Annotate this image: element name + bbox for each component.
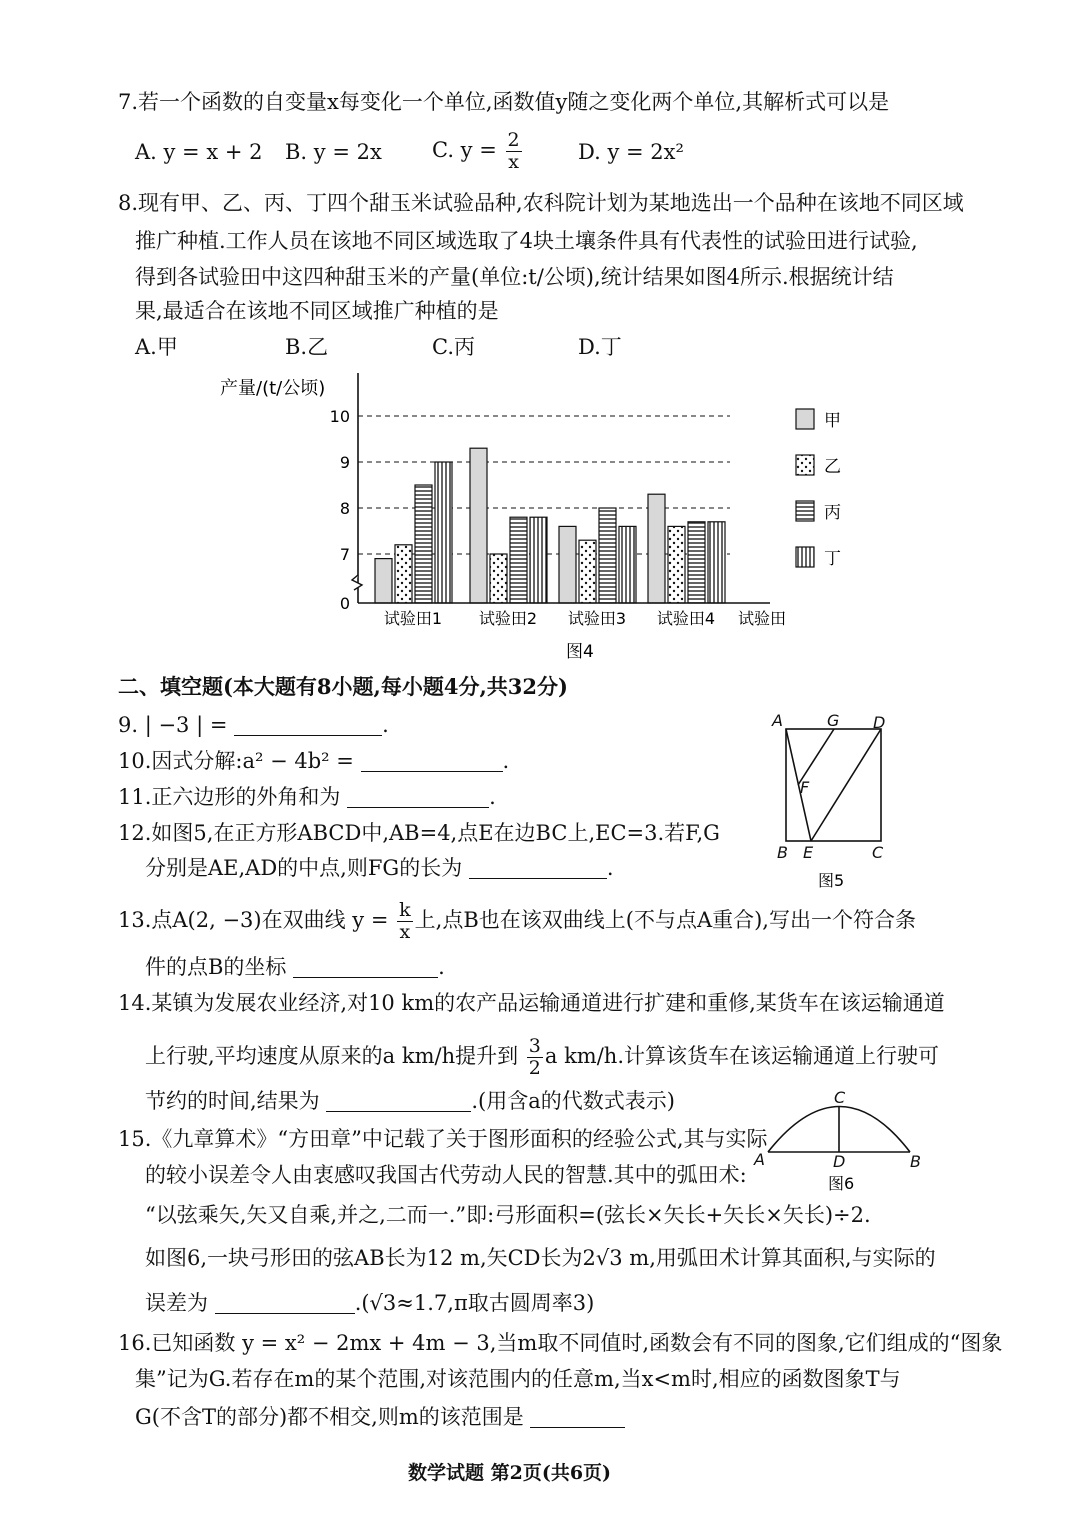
- q7-option-d: D. y = 2x²: [578, 140, 684, 164]
- q15-line-2: 的较小误差令人由衷感叹我国古代劳动人民的智慧.其中的弧田术:: [145, 1163, 747, 1187]
- chart-bar: [648, 494, 665, 603]
- q14-fraction: [527, 1037, 543, 1078]
- q13-text-a: 13.点A(2, −3)在双曲线 y =: [118, 908, 389, 932]
- page-footer: 数学试题 第2页(共6页): [408, 1462, 612, 1484]
- chart-legend-label: 丁: [824, 549, 841, 569]
- q15-line-4: 如图6,一块弓形田的弦AB长为12 m,矢CD长为2√3 m,用弧田术计算其面积,与实际的: [145, 1246, 936, 1270]
- q16-line-3-text: G(不含T的部分)都不相交,则m的该范围是: [135, 1405, 524, 1429]
- q15-answer-blank[interactable]: [215, 1291, 355, 1314]
- q8-line-4: 果,最适合在该地不同区域推广种植的是: [135, 299, 499, 323]
- chart-bar: [708, 522, 725, 603]
- q9: [118, 710, 389, 740]
- chart-bar: [510, 517, 527, 603]
- q15-line-5-end: .(√3≈1.7,π取古圆周率3): [354, 1291, 595, 1315]
- q7-stem: 7.若一个函数的自变量x每变化一个单位,函数值y随之变化两个单位,其解析式可以是: [118, 90, 890, 114]
- q11-answer-blank[interactable]: [347, 785, 489, 808]
- chart-x-axis-label: 试验田: [737, 609, 787, 628]
- q14-denominator: 2: [528, 1057, 541, 1079]
- chart-y-tick-label: 0: [339, 594, 350, 613]
- chart-x-tick-label: 试验田2: [478, 609, 538, 628]
- q10-end: .: [502, 749, 510, 773]
- q15-line-5-text: 误差为: [145, 1291, 208, 1315]
- q7-option-c: [432, 131, 524, 172]
- q14-line-2: [145, 1037, 939, 1078]
- q12-line-1: 12.如图5,在正方形ABCD中,AB=4,点E在边BC上,EC=3.若F,G: [118, 821, 720, 845]
- chart-bar: [688, 522, 705, 603]
- q11: [118, 782, 496, 812]
- q9-text: 9. | −3 | =: [118, 713, 228, 737]
- chart-bar: [490, 554, 507, 603]
- q8-line-1: 8.现有甲、乙、丙、丁四个甜玉米试验品种,农科院计划为某地选出一个品种在该地不同区域: [118, 191, 964, 215]
- q8-option-c: C.丙: [432, 335, 475, 359]
- fig5-label-f: F: [800, 778, 810, 797]
- q15-line-1: 15.《九章算术》“方田章”中记载了关于图形面积的经验公式,其与实际: [118, 1127, 768, 1151]
- chart-legend-swatch: [796, 547, 814, 567]
- q7-option-c-prefix: C. y =: [432, 138, 497, 162]
- fig5-caption: 图5: [818, 871, 845, 890]
- chart-y-tick-label: 10: [329, 407, 350, 426]
- q12-line-2: [145, 853, 614, 883]
- q16-line-2: 集”记为G.若存在m的某个范围,对该范围内的任意m,当x<m时,相应的函数图象T与: [135, 1367, 901, 1391]
- chart-bar: [579, 540, 596, 603]
- fig5-label-g: G: [827, 711, 840, 730]
- chart-x-tick-label: 试验田4: [656, 609, 716, 628]
- chart-bar: [599, 508, 616, 603]
- q11-end: .: [489, 785, 496, 809]
- chart-bar: [668, 526, 685, 603]
- q13-text-b: 上,点B也在该双曲线上(不与点A重合),写出一个符合条: [414, 908, 916, 932]
- chart-bar: [395, 545, 412, 603]
- q8-line-2: 推广种植.工作人员在该地不同区域选取了4块土壤条件具有代表性的试验田进行试验,: [135, 229, 918, 253]
- chart-bar: [530, 517, 547, 603]
- q8-line-3: 得到各试验田中这四种甜玉米的产量(单位:t/公顷),统计结果如图4所示.根据统计结: [135, 265, 894, 289]
- q16-line-3: [135, 1402, 625, 1432]
- chart-y-tick-label: 8: [339, 499, 350, 518]
- chart-legend-swatch: [796, 501, 814, 521]
- chart-legend-label: 甲: [824, 411, 841, 431]
- chart-legend-label: 丙: [824, 503, 841, 523]
- q14-line-2-text-a: 上行驶,平均速度从原来的a km/h提升到: [145, 1044, 519, 1068]
- chart-legend-label: 乙: [824, 457, 841, 477]
- q15-line-3: “以弦乘矢,矢又自乘,并之,二而一.”即:弓形面积=(弦长×矢长+矢长×矢长)÷2.: [145, 1203, 871, 1227]
- fig5-label-d: D: [873, 713, 886, 732]
- chart-caption: 图4: [566, 642, 594, 662]
- chart-axis-break: [352, 575, 362, 590]
- chart-x-tick-label: 试验田3: [567, 609, 627, 628]
- q16-answer-blank[interactable]: [530, 1405, 625, 1428]
- chart-legend-swatch: [796, 455, 814, 475]
- q7-option-a: A. y = x + 2: [135, 140, 263, 164]
- chart-bar: [470, 448, 487, 603]
- q14-numerator: 3: [528, 1035, 541, 1057]
- q15-line-5: [145, 1288, 594, 1318]
- chart-y-tick-label: 9: [339, 453, 350, 472]
- q7-c-denominator: x: [508, 151, 519, 173]
- chart-bar: [375, 559, 392, 603]
- fig5-label-b: B: [777, 843, 788, 862]
- q7-c-numerator: 2: [507, 129, 520, 151]
- q10: [118, 746, 509, 776]
- figure-5-square: [768, 708, 898, 893]
- q9-answer-blank[interactable]: [234, 713, 382, 736]
- fig6-label-a: A: [754, 1150, 765, 1169]
- fig5-label-a: A: [772, 711, 783, 730]
- q14-line-3: [145, 1086, 675, 1116]
- chart-y-axis-label: 产量/(t/公顷): [220, 378, 326, 399]
- q11-text: 11.正六边形的外角和为: [118, 785, 341, 809]
- chart-x-tick-label: 试验田1: [383, 609, 443, 628]
- q16-line-1: 16.已知函数 y = x² − 2mx + 4m − 3,当m取不同值时,函数会有不同的图象,它们组成的“图象: [118, 1331, 1003, 1355]
- fig6-caption: 图6: [828, 1174, 855, 1193]
- figure-6-arc-segment: [750, 1085, 930, 1197]
- fig6-label-b: B: [910, 1152, 921, 1171]
- fig6-label-c: C: [834, 1088, 846, 1107]
- q13-answer-blank[interactable]: [293, 955, 438, 978]
- fig5-label-e: E: [803, 843, 814, 862]
- q13-line-2: [145, 952, 445, 982]
- fig5-label-c: C: [872, 843, 884, 862]
- q13-fraction: [397, 901, 413, 942]
- q7-option-b: B. y = 2x: [285, 140, 382, 164]
- q8-option-d: D.丁: [578, 335, 622, 359]
- q12-end: .: [606, 856, 614, 880]
- chart-legend-swatch: [796, 409, 814, 429]
- q13-line-1: [118, 901, 916, 942]
- chart-bar: [435, 462, 452, 603]
- chart-bar: [559, 526, 576, 603]
- q13-line-2-text: 件的点B的坐标: [145, 955, 287, 979]
- q8-option-b: B.乙: [285, 335, 329, 359]
- chart-y-tick-label: 7: [339, 545, 350, 564]
- q14-line-1: 14.某镇为发展农业经济,对10 km的农产品运输通道进行扩建和重修,某货车在该运输通道: [118, 991, 945, 1015]
- fig6-label-d: D: [833, 1152, 846, 1171]
- q7-option-c-fraction: [506, 131, 522, 172]
- q12-line-2-text: 分别是AE,AD的中点,则FG的长为: [145, 856, 463, 880]
- bar-chart-figure-4: [200, 365, 880, 665]
- q9-end: .: [382, 713, 389, 737]
- q14-answer-blank[interactable]: [326, 1089, 471, 1112]
- q14-line-3-end: .(用含a的代数式表示): [471, 1089, 675, 1113]
- chart-bar: [619, 526, 636, 603]
- q10-answer-blank[interactable]: [361, 749, 503, 772]
- q13-denominator: x: [399, 921, 411, 943]
- q12-answer-blank[interactable]: [469, 856, 607, 879]
- section-2-heading: 二、填空题(本大题有8小题,每小题4分,共32分): [118, 674, 568, 699]
- q8-option-a: A.甲: [135, 335, 178, 359]
- chart-bar: [415, 485, 432, 603]
- q14-line-3-text: 节约的时间,结果为: [145, 1089, 320, 1113]
- q14-line-2-text-b: a km/h.计算该货车在该运输通道上行驶可: [544, 1044, 939, 1068]
- q13-end: .: [438, 955, 445, 979]
- q10-text: 10.因式分解:a² − 4b² =: [118, 749, 354, 773]
- q13-numerator: k: [399, 899, 411, 921]
